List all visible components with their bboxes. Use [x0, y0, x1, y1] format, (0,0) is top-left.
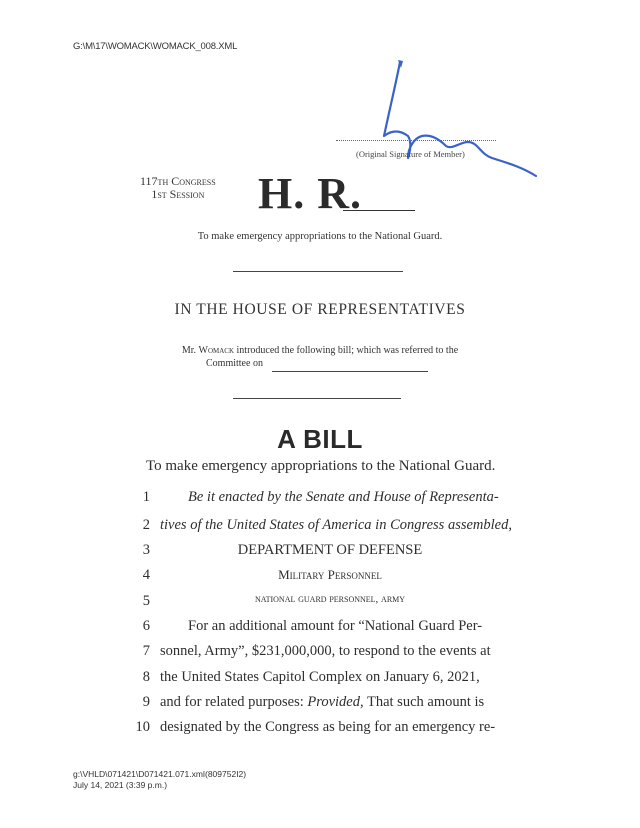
- bill-line: [0, 694, 640, 716]
- line-number: 4: [142, 567, 150, 583]
- title-heading: Military Personnel: [278, 567, 382, 582]
- bill-line: [0, 643, 640, 665]
- bill-line: [0, 517, 640, 539]
- signature-line: [336, 140, 496, 141]
- session-number: 1st Session: [151, 187, 205, 201]
- line-number: 2: [142, 517, 150, 533]
- line-number: 8: [142, 669, 150, 685]
- committee-blank: [272, 371, 428, 372]
- line-text: For an additional amount for “National Guard Per-: [188, 618, 483, 634]
- congress-number: 117th Congress: [140, 174, 216, 188]
- intro-suffix: introduced the following bill; which was referred to the: [234, 345, 459, 356]
- divider-rule: [233, 398, 401, 399]
- bill-line: [0, 567, 640, 589]
- handwritten-signature: [370, 58, 540, 178]
- sponsor-name: Womack: [198, 345, 235, 356]
- bill-line: [0, 593, 640, 615]
- congress-session: [140, 175, 216, 201]
- line-text: [160, 694, 500, 711]
- bill-line: [0, 669, 640, 691]
- divider-rule: [233, 271, 403, 272]
- file-path-header: G:\M\17\WOMACK\WOMACK_008.XML: [73, 41, 238, 52]
- chamber-heading: IN THE HOUSE OF REPRESENTATIVES: [174, 301, 466, 318]
- line-text-after: , That such amount is: [360, 694, 485, 710]
- bill-line: [0, 618, 640, 640]
- introduction-line: [0, 345, 640, 356]
- bill-line: [0, 542, 640, 564]
- short-title: To make emergency appropriations to the National Guard.: [197, 231, 443, 242]
- footer-code: (809752I2): [205, 769, 247, 779]
- line-text: designated by the Congress as being for an emergency re-: [160, 719, 496, 735]
- line-text: Be it enacted by the Senate and House of Representa-: [188, 489, 499, 505]
- line-text: the United States Capitol Complex on January 6, 2021,: [160, 669, 480, 685]
- line-text-before: and for related purposes:: [160, 694, 308, 710]
- footer-timestamp: July 14, 2021 (3:39 p.m.): [73, 780, 168, 790]
- line-number: 10: [135, 719, 150, 735]
- line-text: sonnel, Army”, $231,000,000, to respond to the events at: [160, 643, 491, 659]
- proviso-term: Provided: [307, 694, 360, 710]
- footer-info: [73, 769, 205, 791]
- line-number: 1: [142, 489, 150, 505]
- line-number: 5: [142, 593, 150, 609]
- line-number: 9: [142, 694, 150, 710]
- account-heading: national guard personnel, army: [254, 593, 406, 605]
- long-title: To make emergency appropriations to the National Guard.: [146, 458, 496, 474]
- line-number: 6: [142, 618, 150, 634]
- line-number: 7: [142, 643, 150, 659]
- line-number: 3: [142, 542, 150, 558]
- committee-label: Committee on: [206, 358, 263, 369]
- signature-caption: (Original Signature of Member): [356, 149, 465, 159]
- footer-file-path: g:\VHLD\071421\D071421.071.xml: [73, 769, 205, 779]
- bill-heading: A BILL: [277, 424, 363, 454]
- bill-number-blank: [343, 210, 415, 211]
- intro-prefix: Mr.: [181, 345, 199, 356]
- bill-type: H. R.: [258, 169, 362, 218]
- bill-line: [0, 489, 640, 511]
- bill-line: [0, 719, 640, 741]
- line-text: tives of the United States of America in Congress assembled,: [160, 517, 512, 533]
- department-heading: DEPARTMENT OF DEFENSE: [237, 542, 423, 558]
